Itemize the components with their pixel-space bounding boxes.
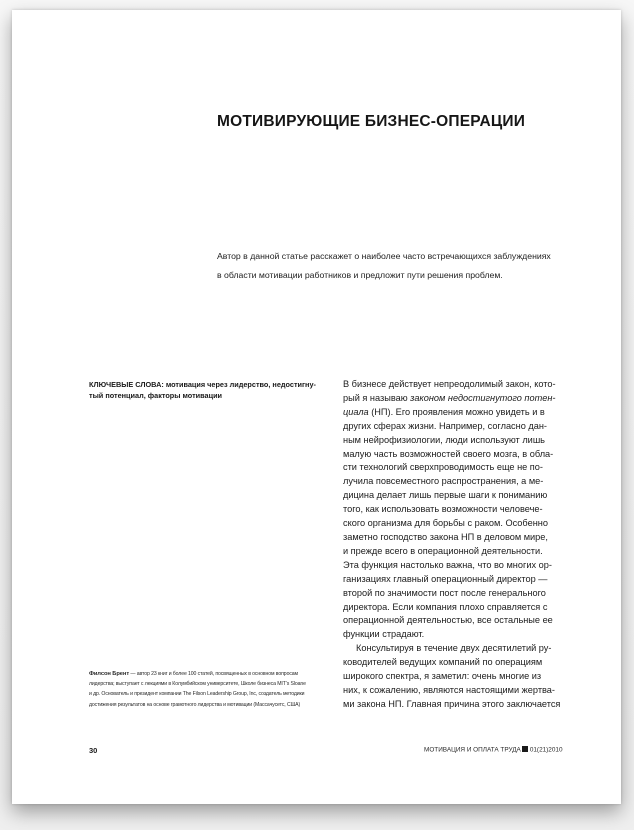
author-name: Филсон Брент [89,671,130,677]
body-line: ского организма для борьбы с раком. Особенно [343,518,548,529]
body-line: того, как использовать возможности человече- [343,504,543,515]
article-lead [217,247,612,285]
author-line [89,669,339,679]
journal-name: МОТИВАЦИЯ И ОПЛАТА ТРУДА [424,746,521,754]
body-line: ми закона НП. Главная причина этого заключается [343,698,561,709]
body-line: ным нейрофизиологии, люди используют лишь [343,434,545,445]
body-line: широкого спектра, я заметил: очень многие из [343,671,542,682]
body-line: и прежде всего в операционной деятельности. [343,545,543,556]
body-line: Консультируя в течение двух десятилетий ру- [356,643,552,654]
author-line-text: — автор 23 книг и более 100 статей, посвященных в основном вопросам [129,671,298,677]
document-page [12,10,621,804]
author-note [89,669,339,710]
body-line: функции страдают. [343,629,425,640]
body-line: ководителей ведущих компаний по операциям [343,657,543,668]
body-text: рый я называю [343,392,411,403]
article-body [343,378,605,712]
body-line: малую часть возможностей своего мозга, в обла- [343,448,554,459]
body-text: (НП). Его проявления можно увидеть и в [368,406,545,417]
body-line: В бизнесе действует непреодолимый закон, кото- [343,379,556,389]
keywords-line: тый потенциал, факторы мотивации [89,391,223,400]
article-title: МОТИВИРУЮЩИЕ БИЗНЕС-ОПЕРАЦИИ [217,113,526,130]
keywords-line: КЛЮЧЕВЫЕ СЛОВА: мотивация через лидерство, недостигну- [89,380,316,389]
body-line: заметно господство закона НП в деловом мире, [343,531,548,542]
emphasis-term: законом недостигнутого потен- [410,392,556,403]
issue-number: 01(21)2010 [529,746,563,754]
lead-line: в области мотивации работников и предложит пути решения проблем. [217,270,503,280]
author-line: лидерства; выступает с лекциями в Колумбийском университете, Школе бизнеса MIT’s Sloane [89,681,306,688]
emphasis-term: циала [343,406,369,417]
body-line [343,406,605,420]
body-line: других сферах жизни. Например, согласно дан- [343,420,547,431]
author-line: и др. Основатель и президент компании The Filson Leadership Group, Inc, создатель методики [89,691,305,698]
page-number: 30 [89,746,98,755]
body-line: Эта функция настолько важна, что во многих ор- [343,559,552,570]
body-line: сти технологий сверхпроводимость еще не по- [343,462,543,473]
body-line: них, к сожалению, являются настоящими жертва- [343,684,555,695]
running-footer [424,746,563,754]
body-line: дицина делает лишь первые шаги к пониманию [343,490,548,501]
body-line [343,392,605,406]
body-line: директора. Если компания плохо справляется с [343,601,548,612]
square-separator-icon [522,746,528,752]
body-line: лучила повсеместного распространения, а ме- [343,476,544,487]
body-line: ганизациях главный операционный директор — [343,573,548,584]
body-line: второй по значимости пост после генерального [343,587,546,598]
author-line: достижения результатов на основе грамотного лидерства и мотивации (Массачусетс, США) [89,701,301,708]
lead-line: Автор в данной статье расскажет о наиболее часто встречающихся заблуждениях [217,251,551,261]
keywords-block [89,379,339,401]
body-line: операционной деятельностью, все остальные ее [343,615,553,626]
